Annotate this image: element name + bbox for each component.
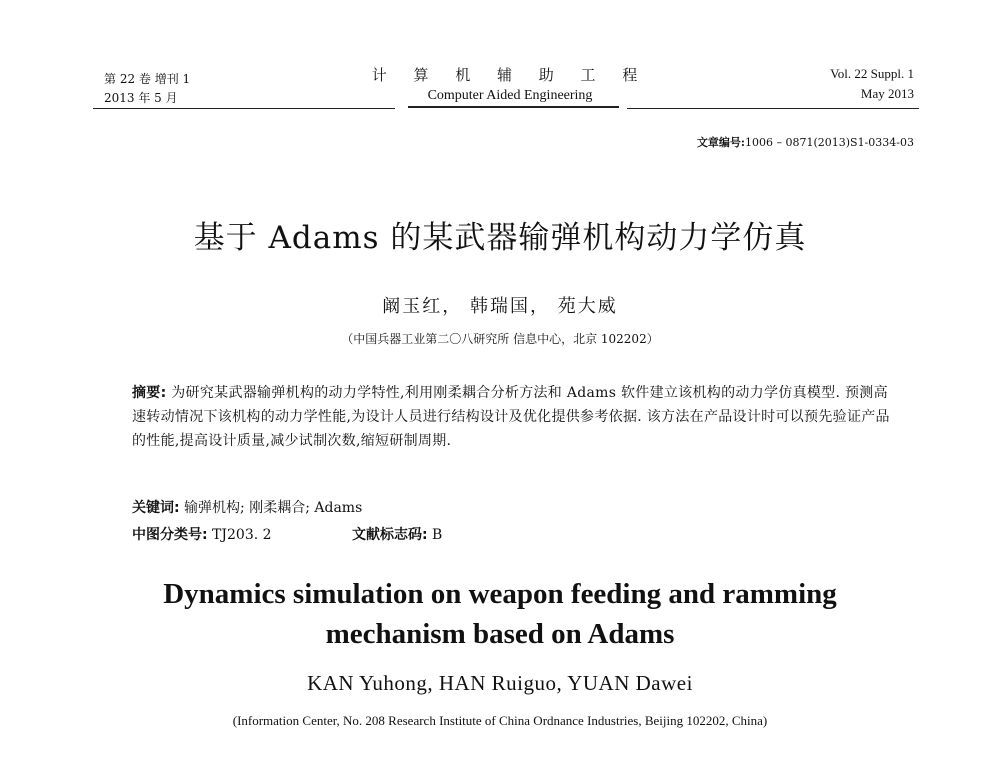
paper-title-en-line2: mechanism based on Adams [325,618,675,650]
header-rule-right [627,108,919,109]
keywords [132,497,362,517]
issue-date: 2013 年 5 月 [104,91,178,105]
header-rule-left [93,108,395,109]
paper-title-en [0,574,1000,654]
affiliation-en: (Information Center, No. 208 Research Institute of China Ordnance Industries, Beijing 102202, China) [232,713,768,728]
affiliation-cn: （中国兵器工业第二〇八研究所 信息中心，北京 102202） [341,332,659,346]
journal-volume-info [104,70,190,108]
paper-title-cn: 基于 Adams 的某武器输弹机构动力学仿真 [193,220,807,256]
paper-title-en-line1: Dynamics simulation on weapon feeding and ramming [163,578,837,610]
header-rule-center [408,106,619,108]
volume-issue: 第 22 卷 增刊 1 [104,72,191,86]
classification-number [132,524,272,544]
journal-name-en: Computer Aided Engineering [427,88,593,103]
classification-label: 中图分类号: [132,527,208,543]
abstract-label: 摘要: [132,385,167,401]
classification-value: TJ203. 2 [207,527,272,543]
abstract-text: 为研究某武器输弹机构的动力学特性,利用刚柔耦合分析方法和 Adams 软件建立该机构的动力学仿真模型. 预测高速转动情况下该机构的动力学性能,为设计人员进行结构设计及优化提供参考依据. 该方法在产品设计时可以预先验证产品的性能,提高设计质量,减少试制次数,缩短研制周期. [132,385,890,449]
authors-cn: 阚玉红， 韩瑞国， 苑大威 [382,296,618,317]
journal-name [360,64,660,106]
abstract [132,381,902,453]
document-code-label: 文献标志码: [352,527,428,543]
authors-en: KAN Yuhong, HAN Ruiguo, YUAN Dawei [307,671,693,695]
article-number [697,134,914,150]
keywords-text: 输弹机构; 刚柔耦合; Adams [179,500,363,516]
article-number-label: 文章编号: [696,136,745,149]
keywords-label: 关键词: [132,500,180,516]
journal-volume-info-en [830,64,914,104]
journal-name-cn: 计 算 机 辅 助 工 程 [371,66,649,84]
document-code [352,524,442,544]
issue-date-en: May 2013 [860,86,914,101]
article-number-value: 1006 – 0871(2013)S1-0334-03 [744,136,914,149]
volume-issue-en: Vol. 22 Suppl. 1 [830,66,914,81]
document-code-value: B [427,527,443,543]
